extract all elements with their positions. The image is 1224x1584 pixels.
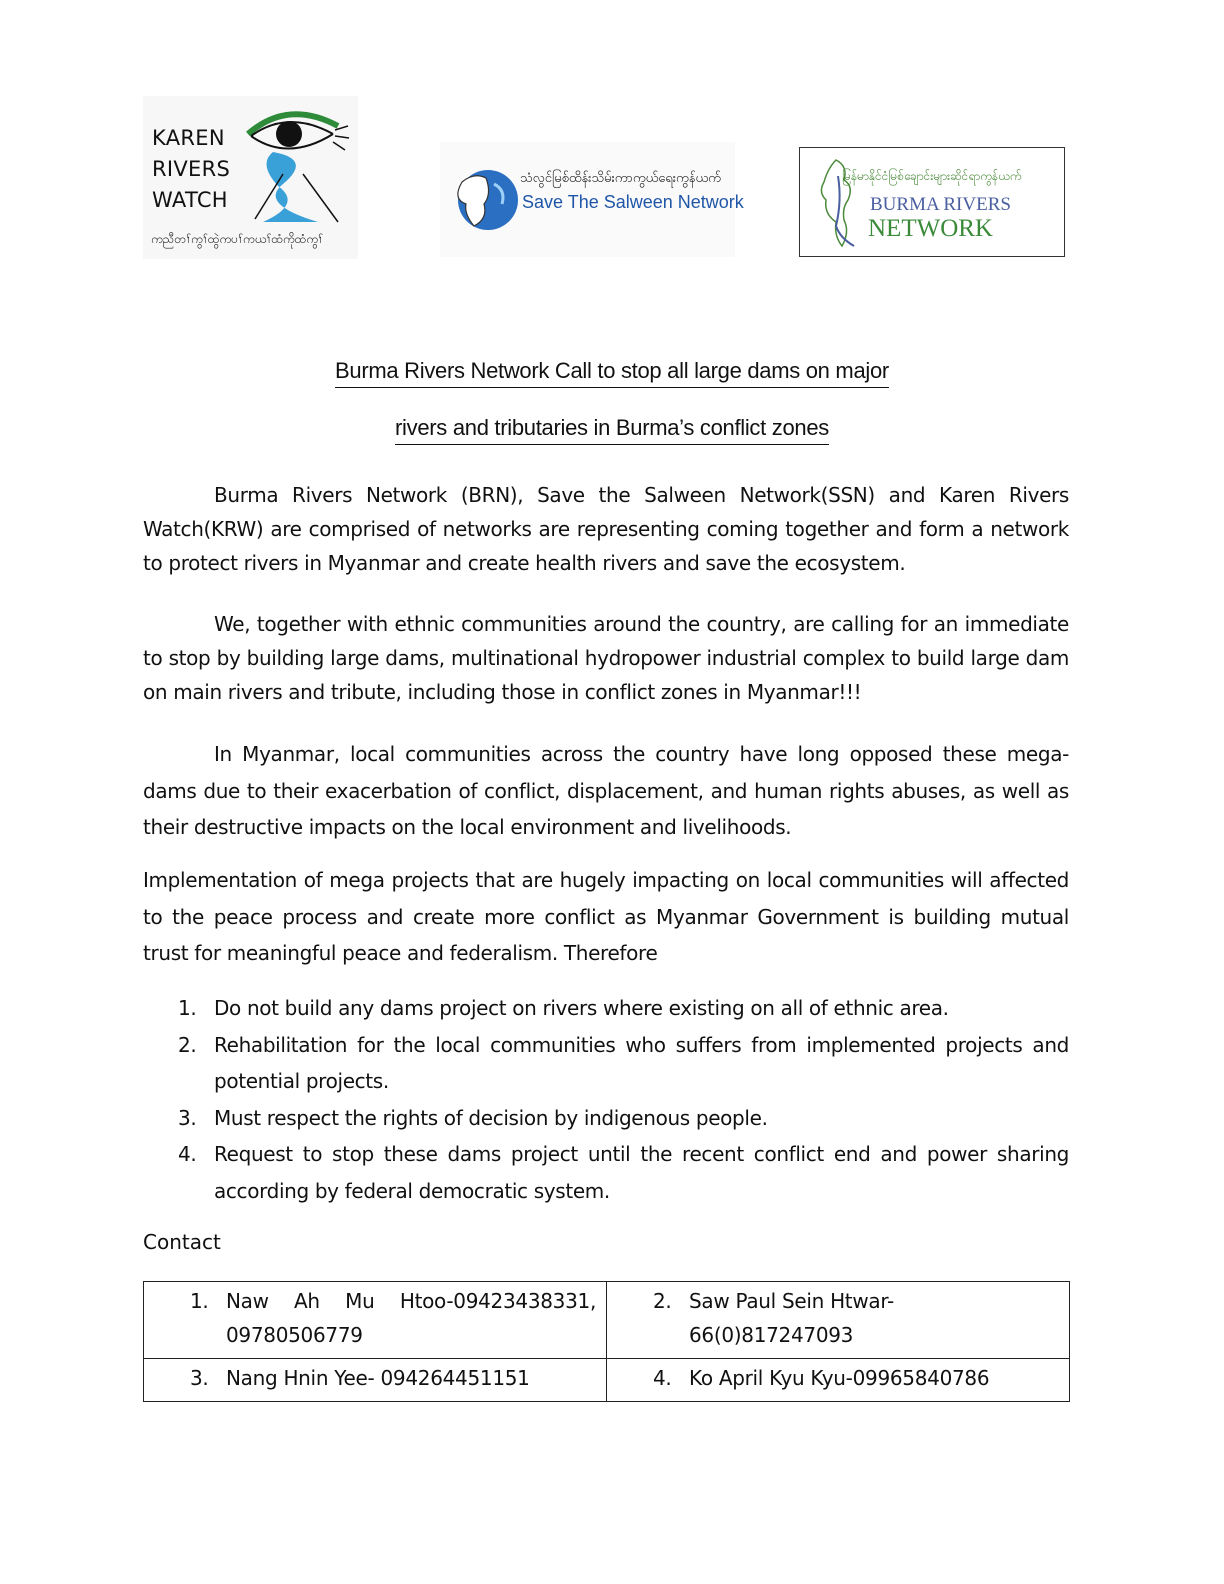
- list-item: 1. Do not build any dams project on rivers where existing on all of ethnic area.: [178, 996, 949, 1020]
- list-item: 3. Must respect the rights of decision by indigenous people.: [178, 1105, 768, 1130]
- contact-2-text: Saw Paul Sein Htwar- 66(0)817247093: [689, 1289, 894, 1347]
- krw-logo-line-2: RIVERS: [152, 157, 231, 181]
- krw-logo-line-3: WATCH: [152, 188, 228, 212]
- list-item: 4. Request to stop these dams project until the recent conflict end and power sharing according by federal democratic system.: [178, 1142, 1069, 1203]
- table-row: [144, 1359, 1070, 1402]
- krw-logo-line-1: KAREN: [152, 126, 225, 150]
- contact-table: [143, 1281, 1070, 1402]
- ssn-logo-name: Save The Salween Network: [522, 192, 744, 212]
- ssn-logo-burmese-text: သံလွင်မြစ်ထိန်းသိမ်းကာကွယ်ရေးကွန်ယက်: [520, 171, 721, 186]
- paragraph-implementation: Implementation of mega projects that are hugely impacting on local communities will affected to the peace process and create more conflict as Myanmar Government is building mutual trust for meaningful peace and federalism. Therefore: [143, 868, 1069, 965]
- brn-logo-burmese-text: မြန်မာနိုင်ငံမြစ်ချောင်းများဆိုင်ရာကွန်ယက်: [842, 169, 1022, 183]
- globe-map-icon: [444, 164, 524, 238]
- krw-logo-subtitle: ကညီတၢ်ကွၢ်ထွဲကပၢ်ကယၢ်ထံကိုထံကွၢ်: [151, 232, 323, 246]
- demands-list: [143, 990, 1069, 1209]
- brn-logo-line-2: NETWORK: [868, 215, 993, 242]
- paragraph-local-opposition: In Myanmar, local communities across the country have long opposed these mega-dams due to their exacerbation of conflict, displacement, and human rights abuses, as well as their destructive impacts on the local environment and livelihoods.: [143, 742, 1069, 839]
- table-row: [144, 1282, 1070, 1359]
- paragraph-networks-intro: Burma Rivers Network (BRN), Save the Salween Network(SSN) and Karen Rivers Watch(KRW) are comprised of networks are representing coming together and form a network to protect rivers in Myanmar and create health rivers and save the ecosystem.: [143, 483, 1069, 575]
- contact-cell: 1. Naw Ah Mu Htoo-09423438331, 09780506779: [144, 1282, 607, 1359]
- paragraph-call-to-stop: We, together with ethnic communities around the country, are calling for an immediate to stop by building large dams, multinational hydropower industrial complex to build large dam on main rivers and tribute, including those in conflict zones in Myanmar!!!: [143, 612, 1069, 704]
- eye-river-icon: [243, 104, 353, 229]
- contact-heading: Contact: [143, 1230, 221, 1254]
- brn-logo-line-1: BURMA RIVERS: [870, 194, 1011, 215]
- karen-rivers-watch-logo: [143, 96, 358, 259]
- contact-4-text: Ko April Kyu Kyu-09965840786: [689, 1366, 990, 1390]
- list-item: 2. Rehabilitation for the local communities who suffers from implemented projects and potential projects.: [178, 1032, 1069, 1093]
- contact-cell: 4. Ko April Kyu Kyu-09965840786: [607, 1359, 1070, 1402]
- save-the-salween-network-logo: [440, 142, 744, 257]
- contact-1-text: Naw Ah Mu Htoo-09423438331, 09780506779: [226, 1289, 596, 1347]
- contact-cell: 3. Nang Hnin Yee- 094264451151: [144, 1359, 607, 1402]
- contact-cell: 2. Saw Paul Sein Htwar- 66(0)817247093: [607, 1282, 1070, 1359]
- document-title-line-1: Burma Rivers Network Call to stop all large dams on major: [0, 358, 1224, 384]
- document-title-line-2: rivers and tributaries in Burma’s conflict zones: [0, 415, 1224, 441]
- burma-rivers-network-logo: [799, 147, 1065, 257]
- contact-3-text: Nang Hnin Yee- 094264451151: [226, 1366, 530, 1390]
